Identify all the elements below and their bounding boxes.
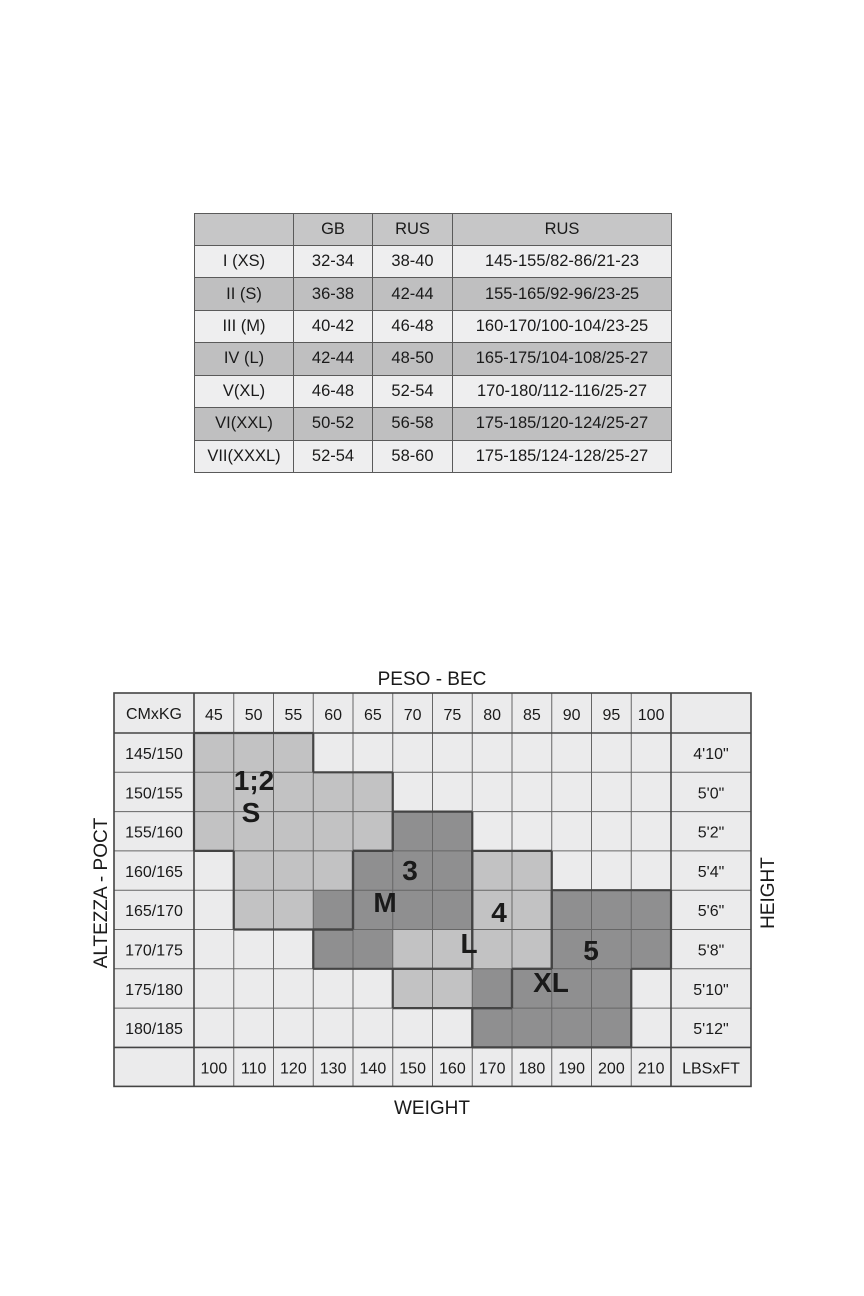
size-label-cell: VI(XXL) xyxy=(195,408,294,440)
size-zone-4-cell xyxy=(512,1008,552,1048)
size-zone-1-cell xyxy=(194,772,234,812)
size-zone-1-cell xyxy=(274,851,314,891)
size-zone-1-cell xyxy=(274,772,314,812)
lbs-column-label: 150 xyxy=(399,1060,426,1078)
rus-size-cell: 58-60 xyxy=(373,440,453,472)
size-label-cell: I (XS) xyxy=(195,246,294,278)
cm-row-label: 175/180 xyxy=(125,981,183,999)
kg-column-label: 90 xyxy=(562,707,581,724)
ft-row-label: 5'10" xyxy=(693,981,729,999)
kg-column-label: 85 xyxy=(522,707,541,724)
cm-row-label: 180/185 xyxy=(125,1021,183,1039)
rus-measure-cell: 170-180/112-116/25-27 xyxy=(453,375,672,407)
size-zone-1-cell xyxy=(274,890,314,930)
size-zone-1-cell xyxy=(313,812,353,852)
corner-label-cmxkg: CMxKG xyxy=(126,706,182,723)
size-zone-1-cell xyxy=(194,812,234,852)
size-zone-3-cell xyxy=(393,930,433,970)
rus-size-cell: 48-50 xyxy=(373,343,453,375)
kg-column-label: 100 xyxy=(637,707,665,724)
kg-column-label: 95 xyxy=(602,707,621,724)
kg-column-label: 50 xyxy=(244,707,263,724)
y-axis-title-left: ALTEZZA - POCT xyxy=(91,817,112,969)
size-zone-2-cell xyxy=(353,851,393,891)
size-zone-1-cell xyxy=(353,772,393,812)
size-zone-letter: L xyxy=(460,928,478,959)
rus-measure-cell: 175-185/120-124/25-27 xyxy=(453,408,672,440)
size-zone-number: 4 xyxy=(491,897,507,928)
lbs-column-label: 110 xyxy=(240,1060,267,1078)
lbs-column-label: 180 xyxy=(518,1060,546,1078)
y-axis-title-right: HEIGHT xyxy=(758,857,779,929)
kg-column-label: 70 xyxy=(403,707,422,724)
size-zone-2-cell xyxy=(313,930,353,970)
corner-label-lbsxft: LBSxFT xyxy=(682,1060,740,1078)
size-zone-4-cell xyxy=(552,890,592,930)
lbs-column-label: 160 xyxy=(439,1060,466,1078)
rus-size-cell: 42-44 xyxy=(373,278,453,310)
cm-row-label: 150/155 xyxy=(125,785,183,803)
size-zone-3-cell xyxy=(512,851,552,891)
rus-measure-cell: 155-165/92-96/23-25 xyxy=(453,278,672,310)
lbs-column-label: 190 xyxy=(558,1060,585,1078)
kg-column-label: 45 xyxy=(204,707,223,724)
size-zone-2-cell xyxy=(313,890,353,930)
size-zone-number: 5 xyxy=(583,935,599,966)
size-table-header-cell: RUS xyxy=(373,214,453,246)
ft-row-label: 5'8" xyxy=(697,942,725,960)
size-zone-3-cell xyxy=(472,851,512,891)
rus-size-cell: 52-54 xyxy=(373,375,453,407)
lbs-column-label: 120 xyxy=(280,1060,307,1078)
size-zone-4-cell xyxy=(592,1008,632,1048)
size-zone-1-cell xyxy=(274,812,314,852)
rus-measure-cell: 165-175/104-108/25-27 xyxy=(453,343,672,375)
ft-row-label: 5'0" xyxy=(697,785,725,803)
ft-row-label: 5'4" xyxy=(697,863,725,881)
cm-row-label: 160/165 xyxy=(125,863,183,881)
size-zone-2-cell xyxy=(393,812,433,852)
gb-size-cell: 42-44 xyxy=(294,343,373,375)
rus-measure-cell: 160-170/100-104/23-25 xyxy=(453,310,672,342)
size-zone-3-cell xyxy=(512,930,552,970)
cm-row-label: 165/170 xyxy=(125,903,183,921)
kg-column-label: 65 xyxy=(363,707,382,724)
ft-row-label: 5'6" xyxy=(697,903,725,921)
lbs-column-label: 140 xyxy=(359,1060,387,1078)
size-zone-3-cell xyxy=(472,930,512,970)
size-zone-1-cell xyxy=(353,812,393,852)
kg-column-label: 80 xyxy=(483,707,502,724)
lbs-column-label: 210 xyxy=(637,1060,665,1078)
size-zone-3-cell xyxy=(512,890,552,930)
size-zone-4-cell xyxy=(552,1008,592,1048)
size-zone-2-cell xyxy=(433,812,473,852)
gb-size-cell: 36-38 xyxy=(294,278,373,310)
lbs-column-label: 200 xyxy=(598,1060,625,1078)
size-zone-1-cell xyxy=(313,772,353,812)
ft-row-label: 4'10" xyxy=(693,746,729,763)
lbs-column-label: 130 xyxy=(319,1060,347,1078)
rus-size-cell: 38-40 xyxy=(373,246,453,278)
ft-row-label: 5'2" xyxy=(697,824,725,842)
chart-title: PESO - BEC xyxy=(377,669,487,690)
size-zone-letter: S xyxy=(241,797,261,828)
kg-column-label: 60 xyxy=(324,707,343,724)
size-zone-1-cell xyxy=(234,851,274,891)
size-zone-letter: XL xyxy=(533,967,569,998)
size-table-header-cell: GB xyxy=(294,214,373,246)
size-zone-1-cell xyxy=(274,733,314,773)
size-label-cell: VII(XXXL) xyxy=(195,440,294,472)
size-zone-4-cell xyxy=(472,969,512,1009)
size-zone-4-cell xyxy=(592,890,632,930)
size-zone-number: 3 xyxy=(402,855,418,886)
rus-measure-cell: 145-155/82-86/21-23 xyxy=(453,246,672,278)
lbs-column-label: 170 xyxy=(478,1060,506,1078)
gb-size-cell: 32-34 xyxy=(294,246,373,278)
size-zone-2-cell xyxy=(433,890,473,930)
size-zone-4-cell xyxy=(631,930,671,970)
kg-column-label: 55 xyxy=(284,707,303,724)
rus-size-cell: 56-58 xyxy=(373,408,453,440)
size-label-cell: III (M) xyxy=(195,310,294,342)
size-label-cell: IV (L) xyxy=(195,343,294,375)
gb-size-cell: 50-52 xyxy=(294,408,373,440)
size-zone-2-cell xyxy=(433,851,473,891)
kg-column-label: 75 xyxy=(443,707,462,724)
size-zone-1-cell xyxy=(194,733,234,773)
cm-row-label: 170/175 xyxy=(125,942,183,960)
rus-size-cell: 46-48 xyxy=(373,310,453,342)
size-zone-1-cell xyxy=(313,851,353,891)
size-zone-number: 1;2 xyxy=(233,765,275,796)
size-zone-2-cell xyxy=(353,930,393,970)
size-zone-4-cell xyxy=(592,969,632,1009)
size-zone-4-cell xyxy=(472,1008,512,1048)
lbs-column-label: 100 xyxy=(200,1060,228,1078)
gb-size-cell: 52-54 xyxy=(294,440,373,472)
rus-measure-cell: 175-185/124-128/25-27 xyxy=(453,440,672,472)
size-label-cell: V(XL) xyxy=(195,375,294,407)
cm-row-label: 145/150 xyxy=(125,746,183,763)
size-label-cell: II (S) xyxy=(195,278,294,310)
size-zone-letter: M xyxy=(373,887,397,918)
size-zone-2-cell xyxy=(393,890,433,930)
size-zone-3-cell xyxy=(393,969,433,1009)
size-zone-4-cell xyxy=(631,890,671,930)
cm-row-label: 155/160 xyxy=(125,824,183,842)
ft-row-label: 5'12" xyxy=(693,1021,729,1039)
size-table-header-cell: RUS xyxy=(453,214,672,246)
gb-size-cell: 46-48 xyxy=(294,375,373,407)
size-zone-3-cell xyxy=(433,969,473,1009)
size-zone-1-cell xyxy=(234,890,274,930)
x-axis-title: WEIGHT xyxy=(394,1098,470,1119)
gb-size-cell: 40-42 xyxy=(294,310,373,342)
